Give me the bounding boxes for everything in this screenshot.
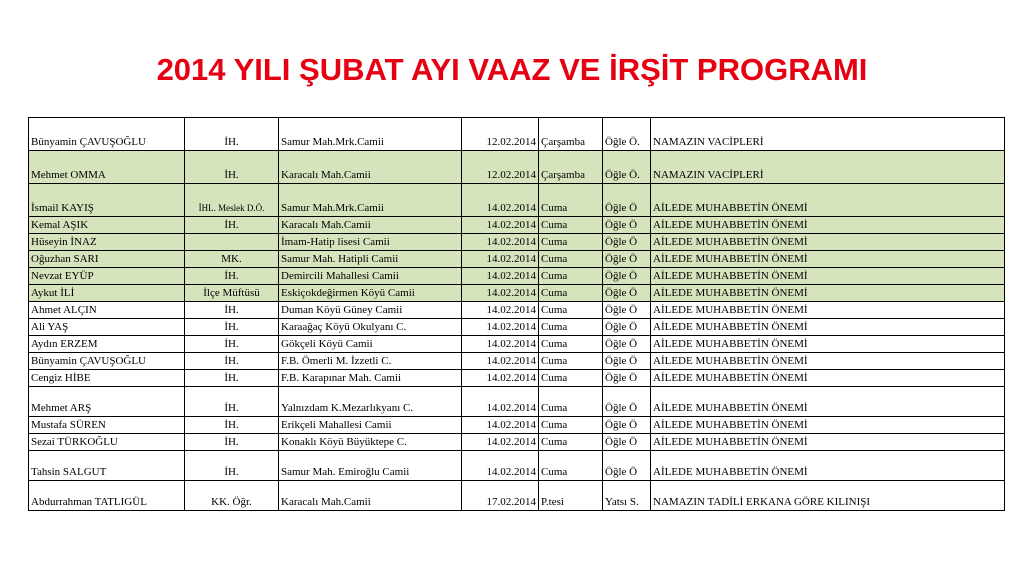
sermon-date: 14.02.2014 <box>462 336 539 353</box>
imam-title: İH. <box>185 387 279 417</box>
sermon-topic: NAMAZIN VACİPLERİ <box>651 118 1005 151</box>
sermon-topic: AİLEDE MUHABBETİN ÖNEMİ <box>651 217 1005 234</box>
prayer-time: Öğle Ö <box>603 387 651 417</box>
imam-name: Mehmet ARŞ <box>29 387 185 417</box>
sermon-topic: AİLEDE MUHABBETİN ÖNEMİ <box>651 370 1005 387</box>
sermon-date: 14.02.2014 <box>462 434 539 451</box>
sermon-date: 14.02.2014 <box>462 451 539 481</box>
imam-title: İH. <box>185 353 279 370</box>
table-row <box>29 118 1005 151</box>
mosque-name: Samur Mah.Mrk.Camii <box>279 184 462 217</box>
imam-title: İH. <box>185 417 279 434</box>
mosque-name: Karacalı Mah.Camii <box>279 151 462 184</box>
sermon-day: Çarşamba <box>539 151 603 184</box>
imam-name: Mustafa SÜREN <box>29 417 185 434</box>
mosque-name: F.B. Karapınar Mah. Camii <box>279 370 462 387</box>
prayer-time: Öğle Ö <box>603 285 651 302</box>
table-row <box>29 336 1005 353</box>
imam-title: MK. <box>185 251 279 268</box>
prayer-time: Öğle Ö <box>603 184 651 217</box>
table-row <box>29 151 1005 184</box>
sermon-day: Cuma <box>539 336 603 353</box>
sermon-date: 14.02.2014 <box>462 184 539 217</box>
sermon-date: 14.02.2014 <box>462 251 539 268</box>
table-row <box>29 217 1005 234</box>
sermon-topic: AİLEDE MUHABBETİN ÖNEMİ <box>651 434 1005 451</box>
imam-name: Ali YAŞ <box>29 319 185 336</box>
table-row <box>29 370 1005 387</box>
sermon-day: Cuma <box>539 451 603 481</box>
imam-name: Cengiz HİBE <box>29 370 185 387</box>
sermon-date: 12.02.2014 <box>462 151 539 184</box>
prayer-time: Öğle Ö <box>603 370 651 387</box>
sermon-topic: AİLEDE MUHABBETİN ÖNEMİ <box>651 234 1005 251</box>
imam-title: İHL. Meslek D.Ö. <box>185 184 279 217</box>
table-row <box>29 319 1005 336</box>
table-row <box>29 417 1005 434</box>
sermon-topic: AİLEDE MUHABBETİN ÖNEMİ <box>651 319 1005 336</box>
table-row <box>29 251 1005 268</box>
imam-name: Bünyamin ÇAVUŞOĞLU <box>29 118 185 151</box>
page-title: 2014 YILI ŞUBAT AYI VAAZ VE İRŞİT PROGRAMI <box>156 52 868 87</box>
sermon-topic: AİLEDE MUHABBETİN ÖNEMİ <box>651 417 1005 434</box>
sermon-day: Cuma <box>539 387 603 417</box>
imam-title: İH. <box>185 268 279 285</box>
mosque-name: Samur Mah.Mrk.Camii <box>279 118 462 151</box>
sermon-day: Cuma <box>539 319 603 336</box>
mosque-name: F.B. Ömerli M. İzzetli C. <box>279 353 462 370</box>
table-row <box>29 451 1005 481</box>
mosque-name: Karaağaç Köyü Okulyanı C. <box>279 319 462 336</box>
prayer-time: Öğle Ö <box>603 251 651 268</box>
imam-name: Bünyamin ÇAVUŞOĞLU <box>29 353 185 370</box>
prayer-time: Öğle Ö <box>603 268 651 285</box>
prayer-time: Öğle Ö <box>603 302 651 319</box>
sermon-date: 14.02.2014 <box>462 353 539 370</box>
sermon-topic: AİLEDE MUHABBETİN ÖNEMİ <box>651 184 1005 217</box>
table-row <box>29 184 1005 217</box>
sermon-day: Cuma <box>539 353 603 370</box>
prayer-time: Öğle Ö <box>603 353 651 370</box>
imam-name: Hüseyin İNAZ <box>29 234 185 251</box>
sermon-topic: AİLEDE MUHABBETİN ÖNEMİ <box>651 268 1005 285</box>
mosque-name: İmam-Hatip lisesi Camii <box>279 234 462 251</box>
sermon-date: 14.02.2014 <box>462 417 539 434</box>
sermon-date: 14.02.2014 <box>462 387 539 417</box>
sermon-date: 14.02.2014 <box>462 302 539 319</box>
sermon-day: Cuma <box>539 285 603 302</box>
sermon-day: Cuma <box>539 434 603 451</box>
imam-name: Aykut İLİ <box>29 285 185 302</box>
sermon-topic: NAMAZIN TADİLİ ERKANA GÖRE KILINIŞI <box>651 481 1005 511</box>
prayer-time: Öğle Ö. <box>603 151 651 184</box>
sermon-day: Cuma <box>539 370 603 387</box>
mosque-name: Konaklı Köyü Büyüktepe C. <box>279 434 462 451</box>
table-row <box>29 434 1005 451</box>
imam-name: Mehmet OMMA <box>29 151 185 184</box>
sermon-date: 17.02.2014 <box>462 481 539 511</box>
table-row <box>29 234 1005 251</box>
sermon-date: 12.02.2014 <box>462 118 539 151</box>
prayer-time: Öğle Ö <box>603 451 651 481</box>
mosque-name: Eskiçokdeğirmen Köyü Camii <box>279 285 462 302</box>
table-row <box>29 285 1005 302</box>
prayer-time: Öğle Ö. <box>603 118 651 151</box>
sermon-topic: AİLEDE MUHABBETİN ÖNEMİ <box>651 302 1005 319</box>
prayer-time: Öğle Ö <box>603 417 651 434</box>
sermon-day: Çarşamba <box>539 118 603 151</box>
sermon-topic: NAMAZIN VACİPLERİ <box>651 151 1005 184</box>
imam-title: İH. <box>185 302 279 319</box>
imam-title <box>185 234 279 251</box>
table-row <box>29 387 1005 417</box>
sermon-day: P.tesi <box>539 481 603 511</box>
imam-name: Abdurrahman TATLIGÜL <box>29 481 185 511</box>
program-table <box>28 117 1005 511</box>
imam-title: İH. <box>185 217 279 234</box>
imam-name: Oğuzhan SARI <box>29 251 185 268</box>
sermon-topic: AİLEDE MUHABBETİN ÖNEMİ <box>651 387 1005 417</box>
imam-name: Aydın ERZEM <box>29 336 185 353</box>
mosque-name: Demircili Mahallesi Camii <box>279 268 462 285</box>
mosque-name: Duman Köyü Güney Camii <box>279 302 462 319</box>
sermon-date: 14.02.2014 <box>462 268 539 285</box>
imam-title: İH. <box>185 319 279 336</box>
imam-title: İH. <box>185 151 279 184</box>
mosque-name: Erikçeli Mahallesi Camii <box>279 417 462 434</box>
mosque-name: Karacalı Mah.Camii <box>279 481 462 511</box>
imam-name: Ahmet ALÇIN <box>29 302 185 319</box>
prayer-time: Öğle Ö <box>603 336 651 353</box>
mosque-name: Samur Mah. Emiroğlu Camii <box>279 451 462 481</box>
table-row <box>29 353 1005 370</box>
sermon-date: 14.02.2014 <box>462 217 539 234</box>
table-row <box>29 268 1005 285</box>
sermon-day: Cuma <box>539 302 603 319</box>
imam-title: KK. Öğr. <box>185 481 279 511</box>
sermon-topic: AİLEDE MUHABBETİN ÖNEMİ <box>651 251 1005 268</box>
imam-name: Nevzat EYÜP <box>29 268 185 285</box>
imam-title: İH. <box>185 434 279 451</box>
imam-title: İlçe Müftüsü <box>185 285 279 302</box>
imam-name: Tahsin SALGUT <box>29 451 185 481</box>
imam-title: İH. <box>185 118 279 151</box>
sermon-day: Cuma <box>539 251 603 268</box>
imam-title: İH. <box>185 451 279 481</box>
sermon-date: 14.02.2014 <box>462 285 539 302</box>
sermon-topic: AİLEDE MUHABBETİN ÖNEMİ <box>651 336 1005 353</box>
sermon-date: 14.02.2014 <box>462 234 539 251</box>
mosque-name: Gökçeli Köyü Camii <box>279 336 462 353</box>
sermon-date: 14.02.2014 <box>462 319 539 336</box>
sermon-topic: AİLEDE MUHABBETİN ÖNEMİ <box>651 285 1005 302</box>
sermon-day: Cuma <box>539 217 603 234</box>
prayer-time: Öğle Ö <box>603 319 651 336</box>
imam-title: İH. <box>185 370 279 387</box>
mosque-name: Yalnızdam K.Mezarlıkyanı C. <box>279 387 462 417</box>
sermon-day: Cuma <box>539 234 603 251</box>
table-row <box>29 302 1005 319</box>
imam-name: İsmail KAYIŞ <box>29 184 185 217</box>
sermon-day: Cuma <box>539 417 603 434</box>
imam-name: Sezai TÜRKOĞLU <box>29 434 185 451</box>
prayer-time: Öğle Ö <box>603 234 651 251</box>
mosque-name: Samur Mah. Hatipli Camii <box>279 251 462 268</box>
mosque-name: Karacalı Mah.Camii <box>279 217 462 234</box>
prayer-time: Öğle Ö <box>603 217 651 234</box>
sermon-topic: AİLEDE MUHABBETİN ÖNEMİ <box>651 451 1005 481</box>
prayer-time: Yatsı S. <box>603 481 651 511</box>
sermon-topic: AİLEDE MUHABBETİN ÖNEMİ <box>651 353 1005 370</box>
prayer-time: Öğle Ö <box>603 434 651 451</box>
table-row <box>29 481 1005 511</box>
imam-title: İH. <box>185 336 279 353</box>
sermon-day: Cuma <box>539 268 603 285</box>
sermon-date: 14.02.2014 <box>462 370 539 387</box>
imam-name: Kemal AŞIK <box>29 217 185 234</box>
sermon-day: Cuma <box>539 184 603 217</box>
